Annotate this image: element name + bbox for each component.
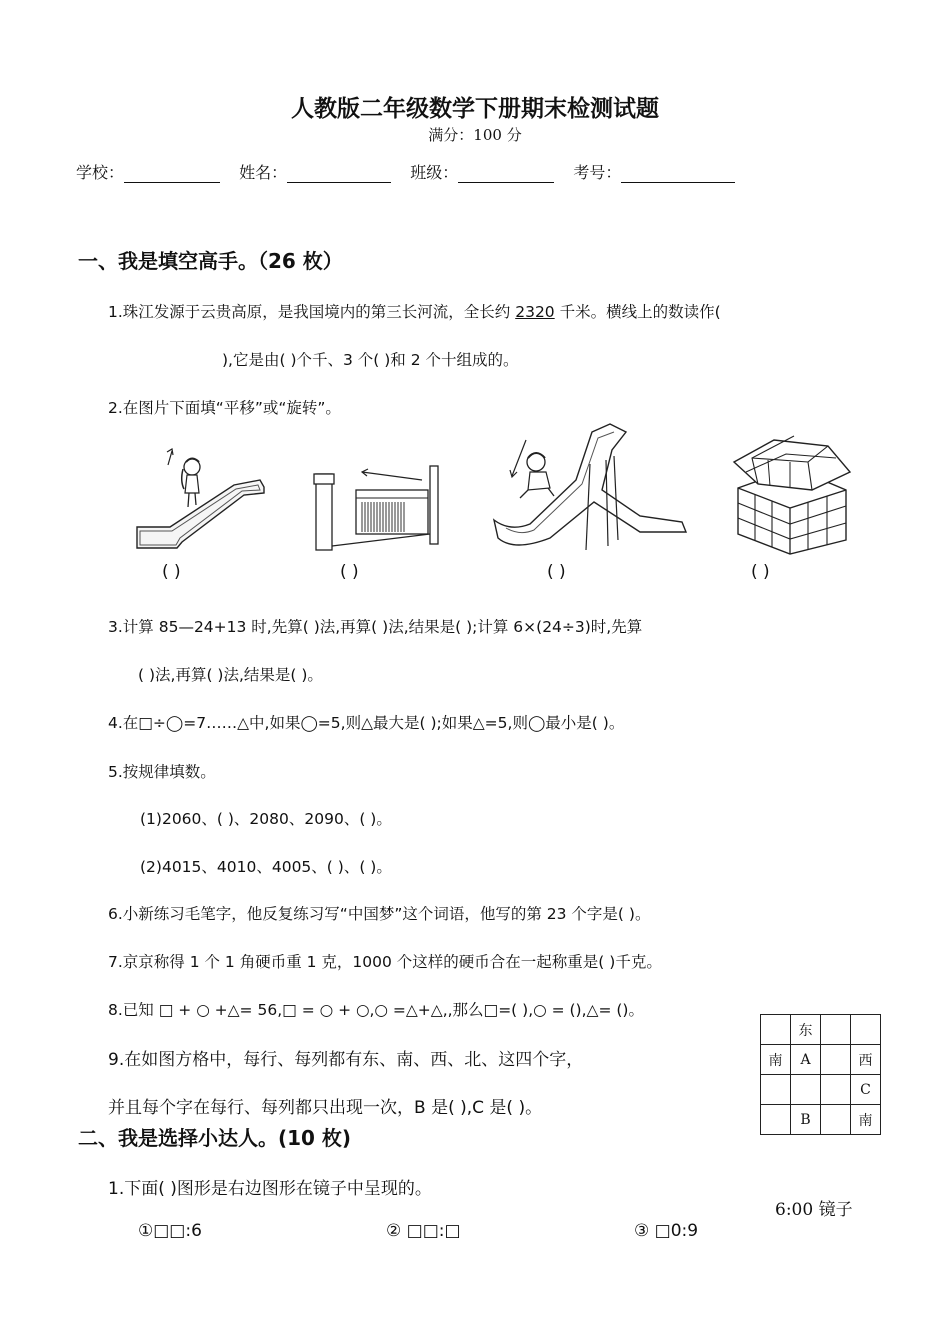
school-label: 学校： bbox=[76, 163, 125, 182]
s2-q1-option-3[interactable]: ③ □0:9 bbox=[634, 1221, 699, 1241]
school-blank[interactable] bbox=[124, 164, 220, 183]
q7-text: 7.京京称得 1 个 1 角硬币重 1 克，1000 个这样的硬币合在一起称重是( )千克。 bbox=[108, 953, 662, 971]
grid-cell bbox=[821, 1075, 851, 1105]
direction-grid bbox=[760, 1014, 881, 1135]
grid-cell bbox=[761, 1015, 791, 1045]
q8-text: 8.已知 □ + ○ +△= 56,□ = ○ + ○,○ =△+△,,那么□=( ),○ = (),△= ()。 bbox=[108, 1001, 644, 1019]
q2-answer-slot-2[interactable]: ( ) bbox=[340, 562, 359, 582]
q5-sub2: (2)4015、4010、4005、( )、( )。 bbox=[140, 858, 392, 876]
q2-answer-slot-4[interactable]: ( ) bbox=[751, 562, 770, 582]
q2-answer-slot-3[interactable]: ( ) bbox=[547, 562, 566, 582]
grid-cell: 西 bbox=[851, 1045, 881, 1075]
s2-q1-option-1[interactable]: ①□□:6 bbox=[138, 1221, 202, 1241]
student-info-line bbox=[76, 160, 749, 183]
name-label: 姓名： bbox=[239, 163, 288, 182]
grid-cell: B bbox=[791, 1105, 821, 1135]
section2-title: 二、我是选择小达人。(10 枚) bbox=[78, 1126, 352, 1150]
q9-line2: 并且每个字在每行、每列都只出现一次，B 是( ),C 是( )。 bbox=[108, 1098, 543, 1118]
sliding-gate-picture bbox=[312, 458, 442, 552]
grid-cell bbox=[851, 1015, 881, 1045]
exam-no-blank[interactable] bbox=[621, 164, 735, 183]
s2-q1-option-2[interactable]: ② □□:□ bbox=[386, 1221, 461, 1241]
q9-line1: 9.在如图方格中，每行、每列都有东、南、西、北、这四个字， bbox=[108, 1050, 584, 1070]
q4-text: 4.在□÷◯=7……△中,如果◯=5,则△最大是( );如果△=5,则◯最小是( )。 bbox=[108, 714, 625, 732]
grid-cell bbox=[761, 1075, 791, 1105]
grid-cell bbox=[821, 1045, 851, 1075]
q1-line1 bbox=[108, 300, 721, 322]
q1-underlined-number: 2320 bbox=[515, 303, 555, 321]
grid-cell: A bbox=[791, 1045, 821, 1075]
exam-no-label: 考号： bbox=[573, 163, 622, 182]
grid-cell bbox=[791, 1075, 821, 1105]
class-label: 班级： bbox=[410, 163, 459, 182]
q2-text: 2.在图片下面填“平移”或“旋转”。 bbox=[108, 399, 341, 417]
q2-answer-slot-1[interactable]: ( ) bbox=[162, 562, 181, 582]
grid-cell bbox=[821, 1105, 851, 1135]
grid-cell: 南 bbox=[851, 1105, 881, 1135]
grid-cell bbox=[821, 1015, 851, 1045]
q1-line2: ),它是由( )个千、3 个( )和 2 个十组成的。 bbox=[222, 351, 519, 369]
q6-text: 6.小新练习毛笔字，他反复练习写“中国梦”这个词语，他写的第 23 个字是( )。 bbox=[108, 905, 651, 923]
mirror-label: 6:00 镜子 bbox=[775, 1200, 853, 1220]
q1-text-b: 千米。横线上的数读作( bbox=[554, 303, 721, 321]
escalator-picture bbox=[132, 445, 272, 555]
grid-cell: 南 bbox=[761, 1045, 791, 1075]
class-blank[interactable] bbox=[458, 164, 554, 183]
grid-cell bbox=[761, 1105, 791, 1135]
s2-q1-text: 1.下面( )图形是右边图形在镜子中呈现的。 bbox=[108, 1179, 432, 1199]
grid-cell: 东 bbox=[791, 1015, 821, 1045]
q1-text-a: 1.珠江发源于云贵高原，是我国境内的第三长河流，全长约 bbox=[108, 303, 516, 321]
slide-picture bbox=[490, 420, 690, 555]
name-blank[interactable] bbox=[287, 164, 391, 183]
full-score: 满分：100 分 bbox=[428, 126, 522, 144]
rubik-cube-picture bbox=[728, 432, 856, 556]
grid-cell: C bbox=[851, 1075, 881, 1105]
page-title: 人教版二年级数学下册期末检测试题 bbox=[291, 95, 659, 122]
q3-line1: 3.计算 85—24+13 时,先算( )法,再算( )法,结果是( );计算 6×(24÷3)时,先算 bbox=[108, 618, 643, 636]
q3-line2: ( )法,再算( )法,结果是( )。 bbox=[138, 666, 323, 684]
q5-sub1: (1)2060、( )、2080、2090、( )。 bbox=[140, 810, 392, 828]
q5-text: 5.按规律填数。 bbox=[108, 763, 216, 781]
section1-title: 一、我是填空高手。（26 枚） bbox=[78, 249, 343, 273]
